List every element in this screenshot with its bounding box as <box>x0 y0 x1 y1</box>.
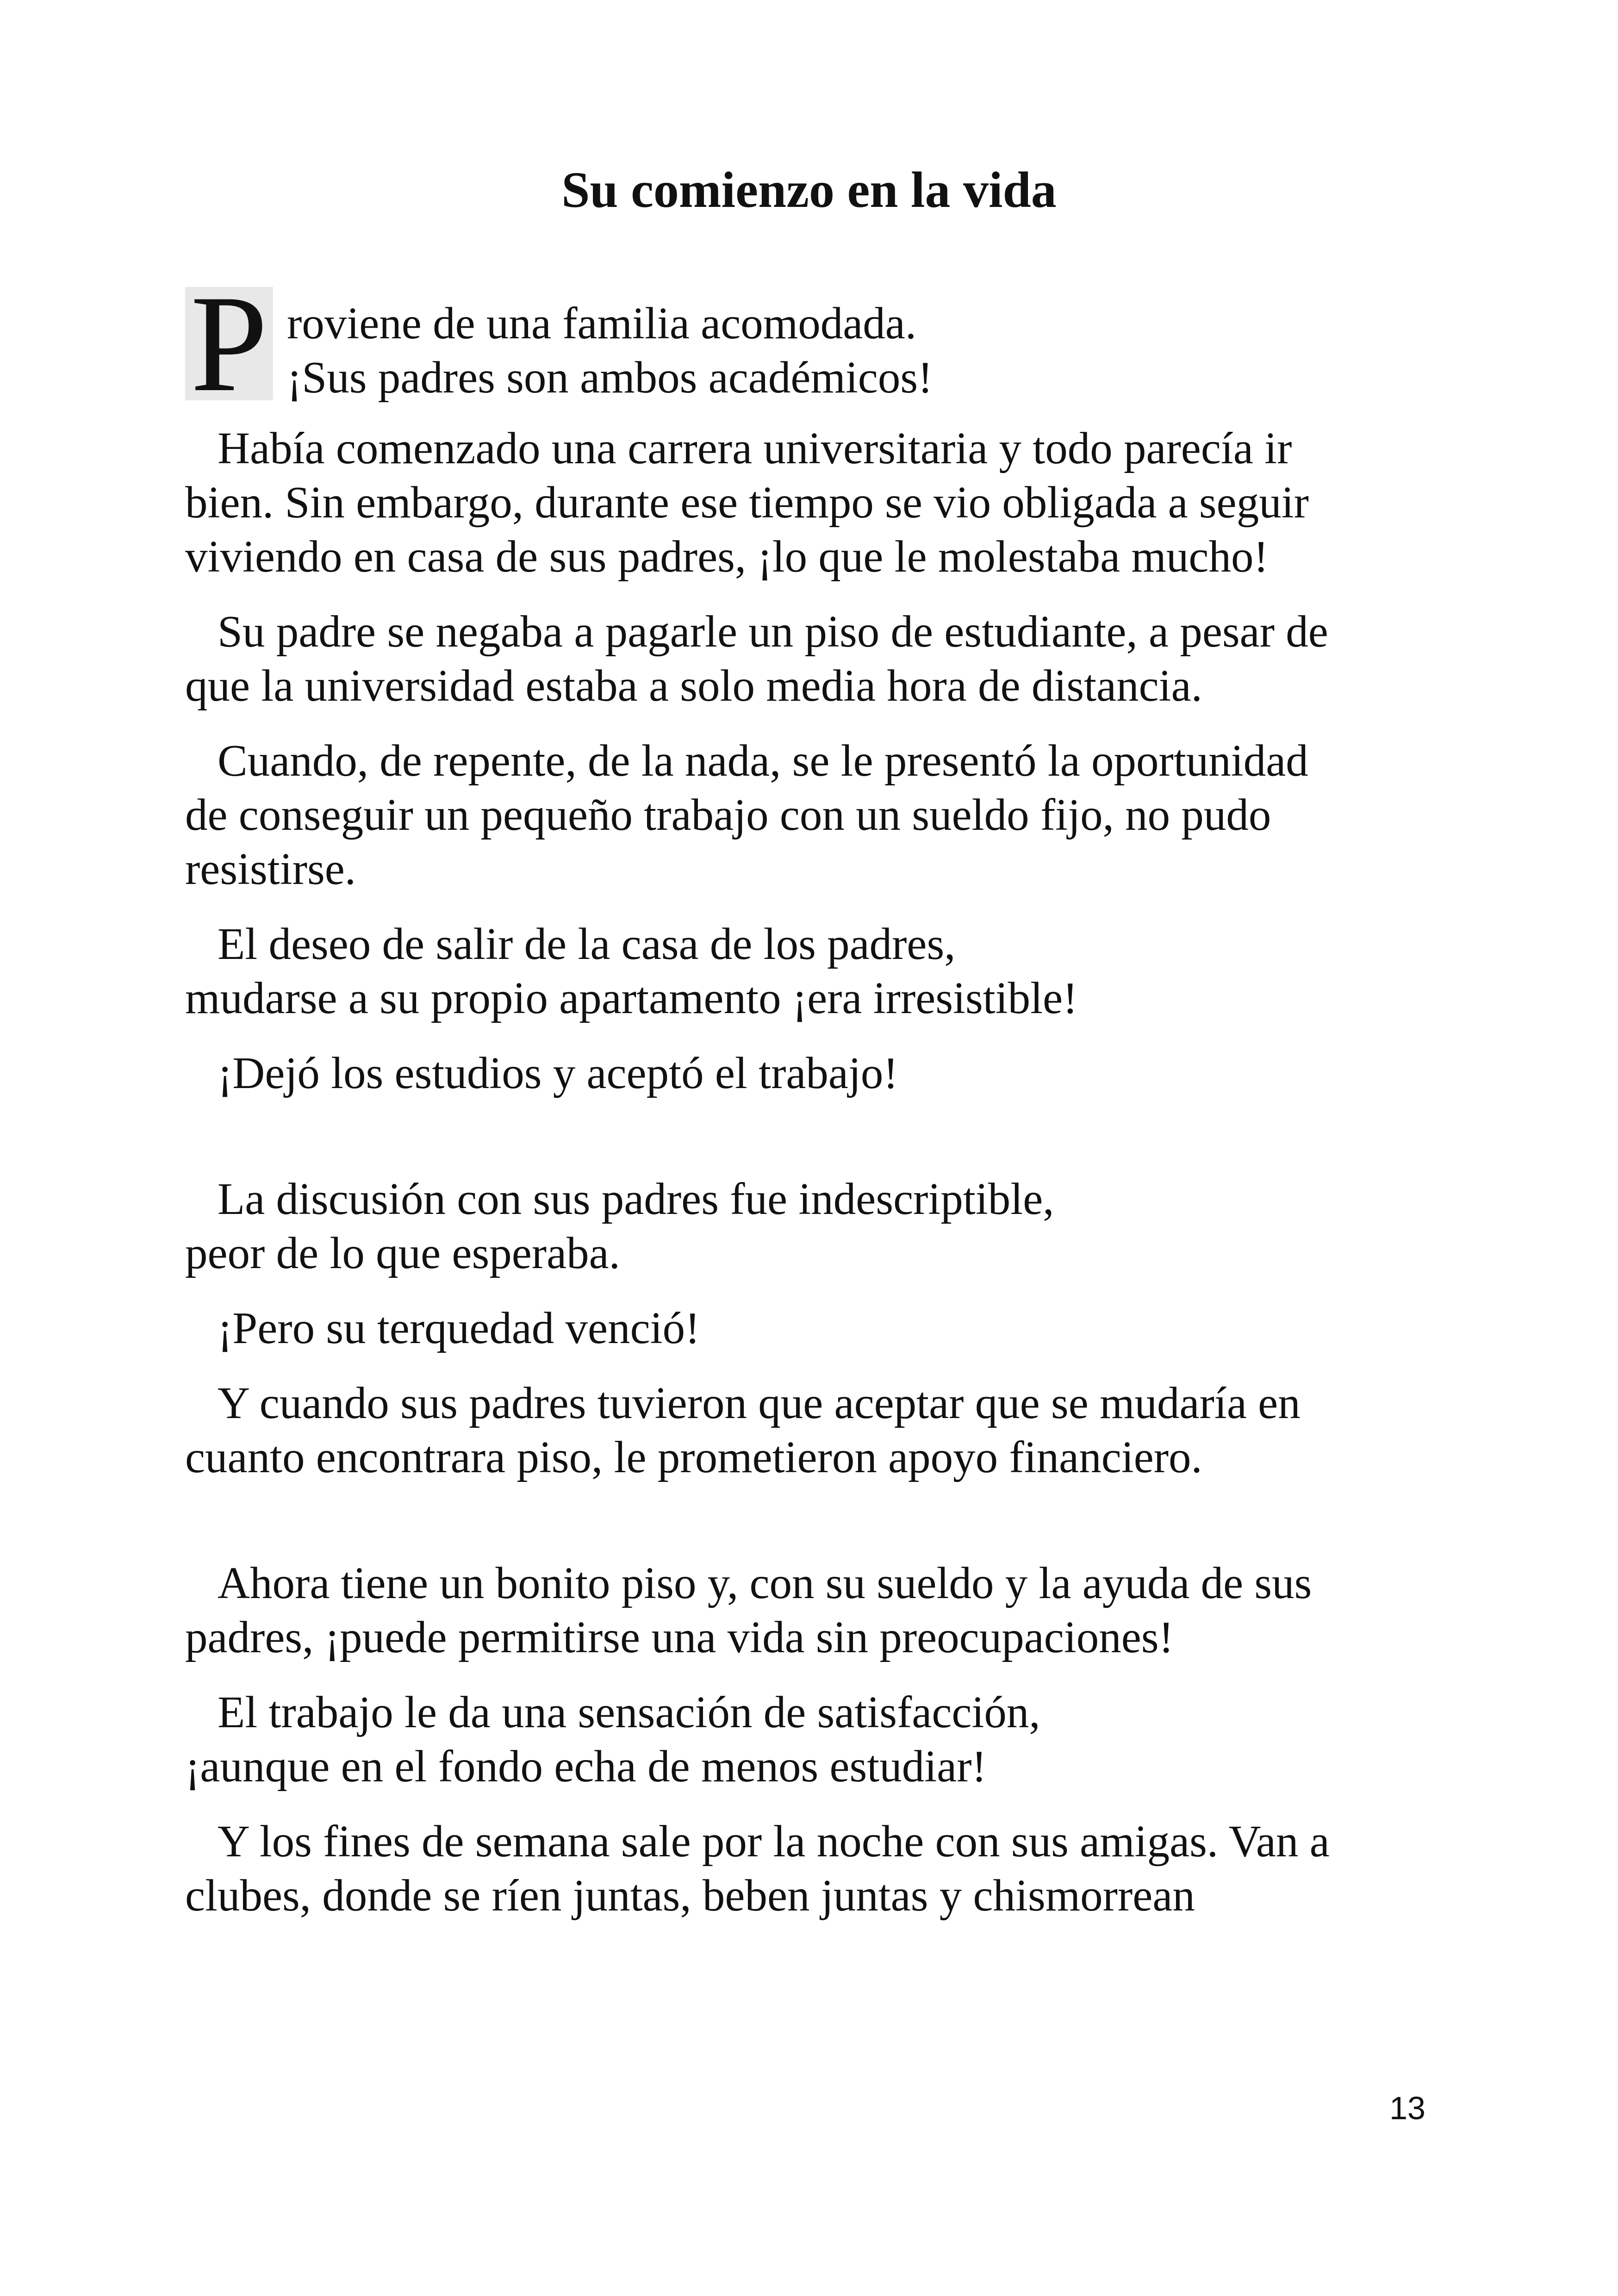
paragraph-line: Había comenzado una carrera universitaria y todo parecía ir <box>218 423 1292 473</box>
paragraph-line: El deseo de salir de la casa de los padres, <box>218 919 956 969</box>
paragraph <box>185 421 1462 584</box>
paragraph-line: Y cuando sus padres tuvieron que aceptar que se mudaría en <box>218 1378 1301 1428</box>
paragraph-line: viviendo en casa de sus padres, ¡lo que le molestaba mucho! <box>185 532 1269 581</box>
paragraph-line: peor de lo que esperaba. <box>185 1228 620 1278</box>
paragraph-line: La discusión con sus padres fue indescriptible, <box>218 1174 1054 1224</box>
paragraph-line: clubes, donde se ríen juntas, beben juntas y chismorrean <box>185 1871 1195 1920</box>
paragraph-line: ¡aunque en el fondo echa de menos estudiar! <box>185 1742 987 1791</box>
paragraph-line: de conseguir un pequeño trabajo con un sueldo fijo, no pudo <box>185 790 1271 840</box>
intro-lines <box>287 296 933 404</box>
paragraph <box>185 1814 1462 1923</box>
chapter-body <box>185 287 1462 1943</box>
paragraph <box>185 604 1462 713</box>
paragraph-line: cuanto encontrara piso, le prometieron apoyo financiero. <box>185 1432 1202 1482</box>
paragraph <box>185 917 1462 1025</box>
paragraph <box>185 1172 1462 1280</box>
paragraph-line: ¡Pero su terquedad venció! <box>218 1303 700 1353</box>
paragraph-line: mudarse a su propio apartamento ¡era irresistible! <box>185 973 1078 1023</box>
paragraph <box>185 1376 1462 1484</box>
drop-cap: P <box>185 287 273 400</box>
intro-line: roviene de una familia acomodada. <box>287 299 917 348</box>
paragraph-line: resistirse. <box>185 844 356 894</box>
paragraph-line: ¡Dejó los estudios y aceptó el trabajo! <box>218 1048 898 1098</box>
paragraph-line: Ahora tiene un bonito piso y, con su sueldo y la ayuda de sus <box>218 1558 1312 1608</box>
page-number: 13 <box>1389 2090 1425 2126</box>
paragraph-line: Cuando, de repente, de la nada, se le presentó la oportunidad <box>218 736 1308 785</box>
section-gap <box>185 1505 1462 1556</box>
paragraph-line: que la universidad estaba a solo media hora de distancia. <box>185 661 1202 710</box>
paragraph-line: Su padre se negaba a pagarle un piso de estudiante, a pesar de <box>218 607 1328 656</box>
paragraph <box>185 1301 1462 1355</box>
section-gap <box>185 1121 1462 1172</box>
paragraph <box>185 734 1462 896</box>
chapter-title: Su comienzo en la vida <box>561 162 1057 218</box>
paragraph <box>185 1556 1462 1664</box>
paragraph-line: padres, ¡puede permitirse una vida sin preocupaciones! <box>185 1612 1174 1662</box>
intro-line: ¡Sus padres son ambos académicos! <box>287 353 933 402</box>
intro-block <box>185 287 1462 421</box>
paragraph-line: El trabajo le da una sensación de satisfacción, <box>218 1687 1040 1737</box>
paragraph <box>185 1046 1462 1100</box>
paragraph-line: bien. Sin embargo, durante ese tiempo se vio obligada a seguir <box>185 478 1309 527</box>
paragraph-line: Y los fines de semana sale por la noche con sus amigas. Van a <box>218 1817 1330 1866</box>
paragraph <box>185 1685 1462 1793</box>
